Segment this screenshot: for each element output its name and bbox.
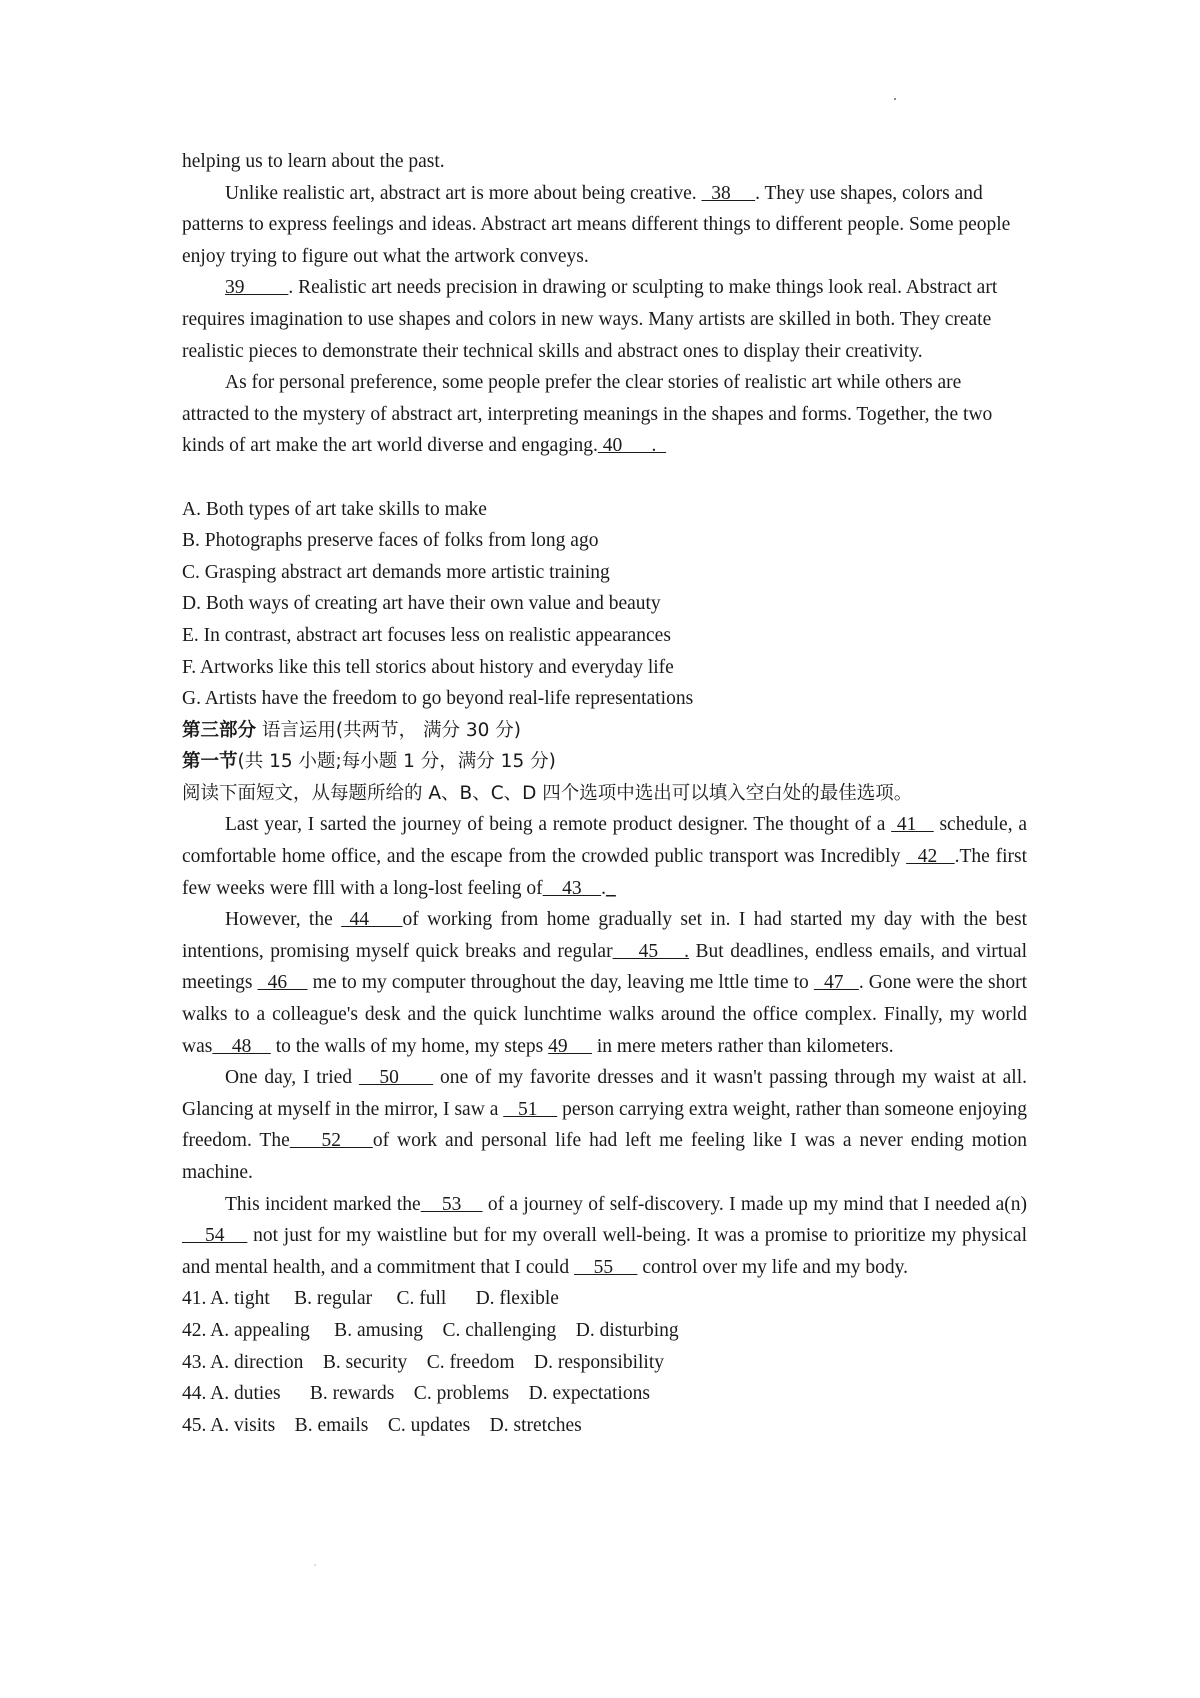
blank-48[interactable]: 48 (212, 1035, 271, 1057)
text: of a journey of self-discovery. I made up my mind that I needed a(n) (482, 1193, 1028, 1215)
option-item: G. Artists have the freedom to go beyond real-life representations (182, 688, 694, 710)
blank-49[interactable]: 49 (548, 1035, 593, 1057)
passage-paragraph (182, 272, 1027, 367)
heading-rest: 语言运用(共两节， 满分 30 分) (256, 719, 522, 741)
question-item: 41. A. tight B. regular C. full D. flexible (182, 1288, 559, 1310)
text: not just for my waistline but for my overall well-being. It was a promise to prioritize my physical and mental health, and a commitment that I could (182, 1225, 1027, 1278)
blank-41[interactable]: 41 (891, 814, 934, 836)
scan-mark (894, 98, 896, 100)
text: me to my computer throughout the day, leaving me lttle time to (307, 972, 814, 994)
part-heading (182, 715, 1027, 747)
option-item: D. Both ways of creating art have their own value and beauty (182, 593, 661, 615)
section-rest: (共 15 小题;每小题 1 分，满分 15 分) (237, 751, 556, 773)
scan-mark (314, 1564, 316, 1566)
cloze-paragraph (182, 1062, 1027, 1188)
text: . Realistic art needs precision in drawing or sculpting to make things look real. Abstract art requires imagination to use shapes and colors in new ways. Many artists are skilled in both. They create realistic pieces to demonstrate their technical skills and abstract ones to display their creativity. (182, 277, 998, 362)
question-item: 45. A. visits B. emails C. updates D. stretches (182, 1414, 582, 1436)
blank-51[interactable]: 51 (503, 1098, 558, 1120)
text: Unlike realistic art, abstract art is more about being creative. (225, 182, 702, 204)
blank-47[interactable]: 47 (813, 972, 859, 994)
blank-40[interactable]: 40 . (597, 435, 667, 457)
text: in mere meters rather than kilometers. (592, 1035, 894, 1057)
heading-bold: 第三部分 (182, 719, 257, 741)
text: . (601, 877, 607, 899)
option-item: F. Artworks like this tell storics about history and everyday life (182, 656, 674, 678)
spacer (182, 462, 1027, 494)
cloze-paragraph (182, 809, 1027, 904)
blank-54[interactable]: 54 (182, 1225, 248, 1247)
text: control over my life and my body. (637, 1256, 909, 1278)
blank-43[interactable]: 43 (542, 877, 602, 899)
text: of work and personal life had left me feeling like I was a never ending motion machine. (182, 1130, 1028, 1183)
blank-53[interactable]: 53 (420, 1193, 483, 1215)
text: Last year, I sarted the journey of being a remote product designer. The thought of a (225, 814, 892, 836)
exam-page (182, 146, 1027, 1441)
text: person carrying extra weight, rather than someone enjoying freedom. The (182, 1098, 1028, 1152)
option-item: E. In contrast, abstract art focuses less on realistic appearances (182, 624, 671, 646)
blank-55[interactable]: 55 (574, 1256, 638, 1278)
text: This incident marked the (225, 1193, 421, 1215)
section-heading (182, 746, 1027, 778)
instruction: 阅读下面短文，从每题所给的 A、B、C、D 四个选项中选出可以填入空白处的最佳选项。 (182, 782, 913, 804)
text: of working from home gradually set in. I had started my day with the best intentions, promising myself quick breaks and regular (182, 909, 1028, 962)
text: But deadlines, endless emails, and virtual meetings (182, 940, 1027, 994)
text: _ (606, 877, 616, 899)
text: As for personal preference, some people prefer the clear stories of realistic art while others are attracted to the mystery of abstract art, interpreting meanings in the shapes and forms. Together, the two kinds of art make the art world diverse and engaging. (182, 372, 993, 457)
blank-50[interactable]: 50 (358, 1067, 434, 1089)
option-item: C. Grasping abstract art demands more artistic training (182, 561, 610, 583)
text: One day, I tried (225, 1067, 359, 1089)
passage-line: helping us to learn about the past. (182, 151, 445, 172)
option-item: A. Both types of art take skills to make (182, 498, 487, 520)
cloze-paragraph (182, 904, 1027, 1062)
section-bold: 第一节 (182, 751, 238, 773)
blank-46[interactable]: 46 (257, 972, 308, 994)
text: one of my favorite dresses and it wasn't passing through my waist at all. Glancing at myself in the mirror, I saw a (182, 1067, 1027, 1120)
passage-paragraph (182, 367, 1027, 462)
blank-52[interactable]: 52 (289, 1130, 373, 1152)
blank-38[interactable]: 38 (701, 182, 756, 204)
question-list (182, 1283, 1027, 1441)
text: . They use shapes, colors and patterns to express feelings and ideas. Abstract art means different things to different people. Some people enjoy trying to figure out what the artwork conveys. (182, 182, 1011, 267)
text: to the walls of my home, my steps (270, 1035, 549, 1057)
text: . Gone were the short walks to a colleague's desk and the quick lunchtime walks around the office complex. Finally, my world was (182, 972, 1028, 1057)
text: schedule, a comfortable home office, and the escape from the crowded public transport was Incredibly (182, 814, 1027, 868)
cloze-paragraph (182, 1189, 1027, 1284)
option-item: B. Photographs preserve faces of folks from long ago (182, 530, 599, 552)
question-item: 42. A. appealing B. amusing C. challenging D. disturbing (182, 1319, 679, 1341)
text: .The first few weeks were flll with a long-lost feeling of (182, 846, 1028, 899)
option-list (182, 494, 1027, 715)
blank-45[interactable]: 45 . (612, 940, 690, 962)
question-item: 43. A. direction B. security C. freedom D. responsibility (182, 1351, 665, 1373)
question-item: 44. A. duties B. rewards C. problems D. expectations (182, 1383, 650, 1405)
passage-paragraph (182, 178, 1027, 273)
blank-44[interactable]: 44 (341, 909, 403, 931)
text: However, the (225, 909, 342, 931)
blank-39[interactable]: 39 (225, 277, 289, 299)
blank-42[interactable]: 42 (906, 846, 955, 868)
